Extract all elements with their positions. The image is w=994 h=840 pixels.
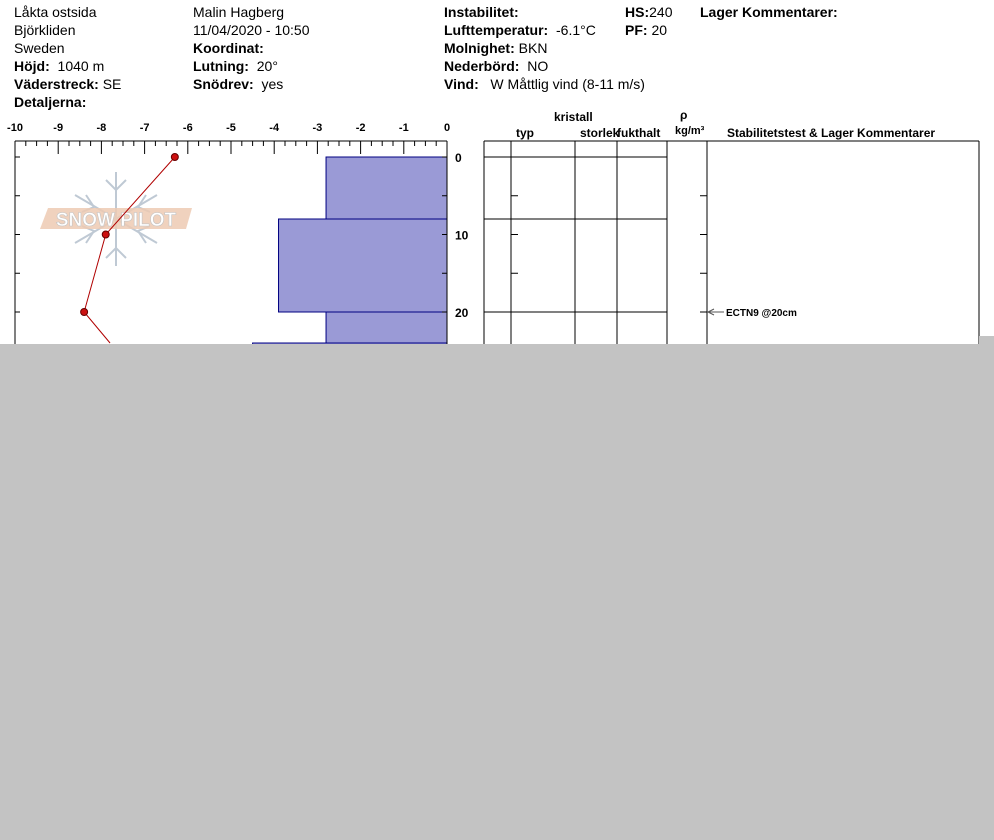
snow-profile-sheet	[0, 0, 994, 344]
observer-name: Malin Hagberg	[193, 4, 285, 20]
snow-profile-chart	[0, 0, 994, 344]
x-tick-label: 0	[443, 122, 451, 134]
x-tick-label: -5	[226, 122, 236, 134]
precip-value: NO	[527, 58, 549, 74]
x-tick-label: -6	[182, 122, 193, 134]
wind-label: Vind:	[444, 76, 479, 92]
elevation-value: 1040 m	[57, 58, 105, 74]
stability-test-label: ECTN9 @20cm	[726, 308, 797, 319]
col-storlek: storlek	[580, 126, 620, 140]
hardness-bar	[326, 312, 447, 343]
coordinate-label: Koordinat:	[193, 40, 264, 56]
depth-tick-label: 20	[455, 306, 469, 320]
x-tick-label: -8	[96, 122, 107, 134]
area-name: Björkliden	[14, 22, 76, 38]
clouds-label: Molnighet:	[444, 40, 515, 56]
temperature-point	[171, 154, 178, 161]
x-tick-label: -4	[269, 122, 280, 134]
x-tick-label: -10	[7, 122, 23, 134]
col-typ: typ	[516, 126, 534, 140]
hs-label: HS:	[625, 4, 650, 20]
slope-value: 20°	[256, 58, 278, 74]
hardness-bar	[253, 343, 447, 344]
col-fukthalt: fukthalt	[617, 126, 661, 140]
country-name: Sweden	[14, 40, 65, 56]
airtemp-label: Lufttemperatur:	[444, 22, 549, 38]
elevation-label: Höjd:	[14, 58, 50, 74]
precip-label: Nederbörd:	[444, 58, 520, 74]
temperature-point	[81, 309, 88, 316]
snowpilot-logo	[40, 172, 192, 266]
wind-value: W Måttlig vind (8-11 m/s)	[490, 76, 645, 92]
temperature-line	[84, 157, 175, 343]
hardness-bars	[253, 157, 447, 344]
layer-table	[484, 141, 979, 344]
layer-comments-label: Lager Kommentarer:	[700, 4, 838, 20]
instability-label: Instabilitet:	[444, 4, 519, 20]
slope-label: Lutning:	[193, 58, 249, 74]
col-density-unit: kg/m³	[675, 125, 705, 137]
x-tick-label: -7	[139, 122, 150, 134]
aspect-value: SE	[102, 76, 122, 92]
clouds-value: BKN	[518, 40, 548, 56]
x-tick-label: -2	[355, 122, 366, 134]
gray-overlay-step	[979, 336, 994, 344]
hardness-bar	[279, 219, 447, 312]
hs-value: 240	[649, 4, 673, 20]
temperature-profile	[81, 154, 179, 344]
depth-tick-label: 0	[455, 151, 462, 165]
aspect-label: Väderstreck:	[14, 76, 99, 92]
depth-tick-label: 10	[455, 228, 469, 243]
pf-value: 20	[651, 22, 668, 38]
col-rho: ρ	[680, 108, 688, 122]
col-kristall: kristall	[554, 110, 593, 124]
observation-datetime: 11/04/2020 - 10:50	[193, 22, 310, 38]
x-tick-label: -1	[398, 122, 409, 134]
hardness-bar	[326, 157, 447, 219]
location-name: Låkta ostsida	[14, 4, 97, 20]
drift-value: yes	[261, 76, 284, 92]
details-label: Detaljerna:	[14, 94, 87, 110]
airtemp-value: -6.1°C	[556, 22, 596, 38]
temperature-point	[102, 231, 109, 238]
pf-label: PF:	[625, 22, 648, 38]
x-tick-label: -3	[312, 122, 323, 134]
x-tick-label: -9	[53, 122, 64, 134]
col-stability: Stabilitetstest & Lager Kommentarer	[727, 126, 936, 140]
logo-text: SNOW PILOT	[55, 210, 177, 231]
drift-label: Snödrev:	[193, 76, 254, 92]
